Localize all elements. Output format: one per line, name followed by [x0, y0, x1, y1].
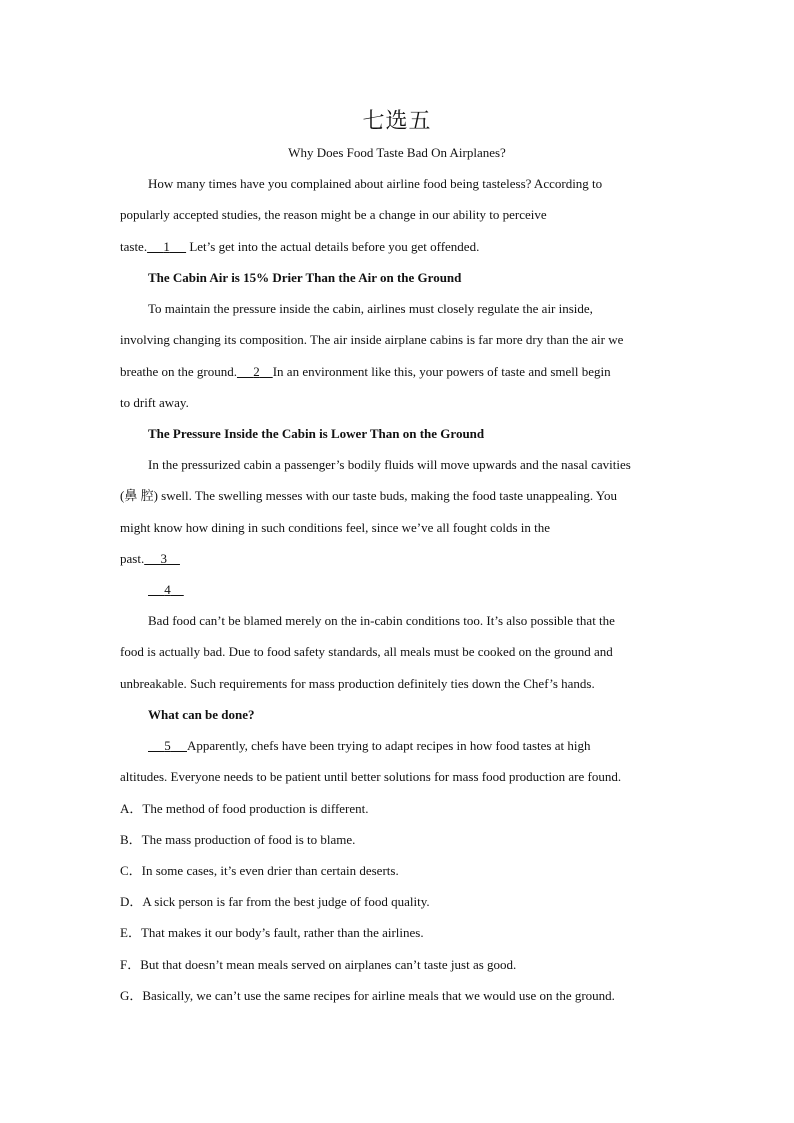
paragraph-4-line-1: Bad food can’t be blamed merely on the in-cabin conditions too. It’s also possible that the [148, 613, 615, 628]
blank-4[interactable]: 4 [164, 582, 171, 597]
paragraph-3-line-4 [120, 551, 180, 567]
paragraph-3-line-2: (鼻 腔) swell. The swelling messes with our taste buds, making the food taste unappealing. You [120, 488, 617, 503]
blank-1[interactable]: 1 [163, 239, 170, 254]
paragraph-2-line-4: to drift away. [120, 395, 189, 410]
option-e: E．That makes it our body’s fault, rather than the airlines. [120, 925, 424, 940]
option-c: C．In some cases, it’s even drier than certain deserts. [120, 863, 399, 878]
text: Apparently, chefs have been trying to adapt recipes in how food tastes at high [187, 738, 591, 753]
heading-cabin-pressure: The Pressure Inside the Cabin is Lower Than on the Ground [148, 426, 485, 441]
paragraph-3-line-1: In the pressurized cabin a passenger’s bodily fluids will move upwards and the nasal cavities [148, 457, 631, 472]
option-b: B．The mass production of food is to blame. [120, 832, 356, 847]
text: Let’s get into the actual details before you get offended. [186, 239, 480, 254]
option-f: F．But that doesn’t mean meals served on airplanes can’t taste just as good. [120, 957, 517, 972]
paragraph-2-line-2: involving changing its composition. The air inside airplane cabins is far more dry than the air we [120, 332, 624, 347]
paragraph-1-line-2: popularly accepted studies, the reason might be a change in our ability to perceive [120, 207, 547, 222]
heading-blank-4 [148, 582, 184, 598]
paragraph-1-line-3 [120, 239, 479, 255]
text: taste. [120, 239, 148, 254]
paragraph-5-line-2: altitudes. Everyone needs to be patient until better solutions for mass food production are found. [120, 769, 622, 784]
option-g: G．Basically, we can’t use the same recipes for airline meals that we would use on the ground. [120, 988, 615, 1003]
text: breathe on the ground. [120, 364, 237, 379]
paragraph-5-line-1 [148, 738, 590, 754]
paragraph-3-line-3: might know how dining in such conditions feel, since we’ve all fought colds in the [120, 520, 551, 535]
heading-cabin-air: The Cabin Air is 15% Drier Than the Air on the Ground [148, 270, 462, 285]
paragraph-4-line-2: food is actually bad. Due to food safety standards, all meals must be cooked on the ground and [120, 644, 613, 659]
paragraph-2-line-3 [120, 364, 611, 380]
blank-2[interactable]: 2 [253, 364, 260, 379]
option-d: D．A sick person is far from the best judge of food quality. [120, 894, 430, 909]
paragraph-1-line-1: How many times have you complained about airline food being tasteless? According to [148, 176, 603, 191]
paragraph-4-line-3: unbreakable. Such requirements for mass production definitely ties down the Chef’s hands. [120, 676, 595, 691]
option-a: A．The method of food production is different. [120, 801, 369, 816]
text: past. [120, 551, 145, 566]
blank-5[interactable]: 5 [164, 738, 171, 753]
page-title: 七选五 [362, 108, 432, 133]
text: In an environment like this, your powers of taste and smell begin [272, 364, 611, 379]
paragraph-2-line-1: To maintain the pressure inside the cabin, airlines must closely regulate the air inside, [148, 301, 593, 316]
blank-3[interactable]: 3 [160, 551, 167, 566]
heading-what-can-be-done: What can be done? [148, 707, 255, 722]
passage-title: Why Does Food Taste Bad On Airplanes? [288, 145, 506, 160]
